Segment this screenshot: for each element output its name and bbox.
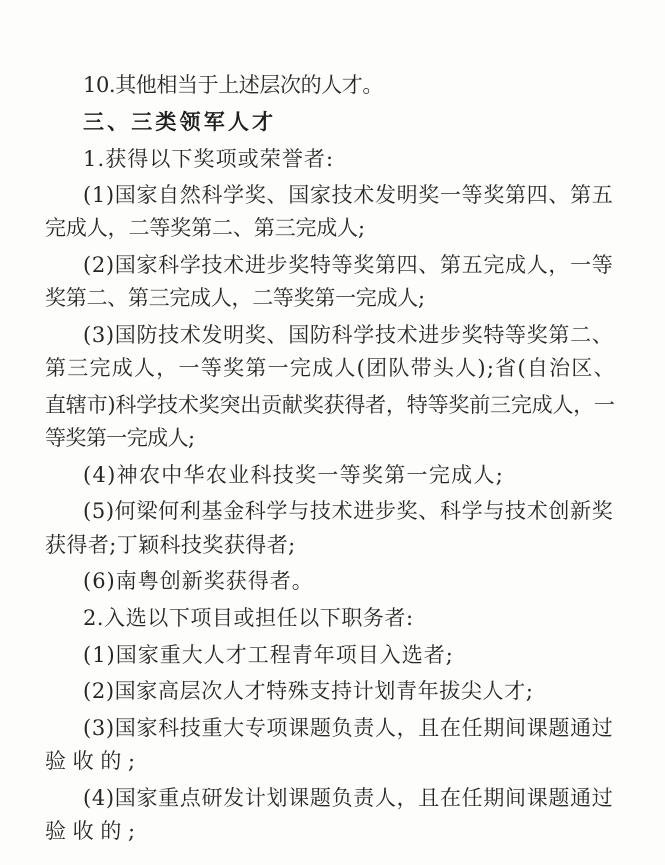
list-item-5-line-2: 获得者;丁颖科技奖获得者; bbox=[45, 533, 296, 557]
text-line-other-talents: 10.其他相当于上述层次的人才。 bbox=[83, 73, 383, 97]
section-heading-third-class: 三、三类领军人才 bbox=[83, 110, 277, 134]
list-item-1-line-2: 完成人，二等奖第二、第三完成人; bbox=[45, 216, 365, 240]
list-item-3-line-4: 等奖第一完成人; bbox=[45, 426, 195, 450]
list-item-3-line-3: 直辖市)科学技术奖突出贡献奖获得者，特等奖前三完成人，一 bbox=[45, 393, 615, 417]
list-item-2-line-2: 奖第二、第三完成人，二等奖第一完成人; bbox=[45, 286, 425, 310]
project-item-4-line-2: 验收的; bbox=[45, 819, 142, 843]
list-item-5-line-1: (5)何梁何利基金科学与技术进步奖、科学与技术创新奖 bbox=[83, 499, 614, 523]
list-item-3-line-2: 第三完成人，一等奖第一完成人(团队带头人);省(自治区、 bbox=[45, 356, 616, 380]
project-item-4-line-1: (4)国家重点研发计划课题负责人，且在任期间课题通过 bbox=[83, 786, 614, 810]
project-item-1: (1)国家重大人才工程青年项目入选者; bbox=[83, 643, 454, 667]
project-item-3-line-2: 验收的; bbox=[45, 749, 142, 773]
list-item-3-line-1: (3)国防技术发明奖、国防科学技术进步奖特等奖第二、 bbox=[83, 323, 614, 347]
subsection-projects-positions: 2.入选以下项目或担任以下职务者: bbox=[83, 606, 414, 630]
list-item-1-line-1: (1)国家自然科学奖、国家技术发明奖一等奖第四、第五 bbox=[83, 183, 614, 207]
project-item-2: (2)国家高层次人才特殊支持计划青年拔尖人才; bbox=[83, 679, 534, 703]
list-item-2-line-1: (2)国家科学技术进步奖特等奖第四、第五完成人，一等 bbox=[83, 253, 614, 277]
subsection-awards-honors: 1.获得以下奖项或荣誉者: bbox=[83, 147, 335, 171]
list-item-4: (4)神农中华农业科技奖一等奖第一完成人; bbox=[83, 463, 505, 487]
list-item-6: (6)南粤创新奖获得者。 bbox=[83, 569, 314, 593]
project-item-3-line-1: (3)国家科技重大专项课题负责人，且在任期间课题通过 bbox=[83, 716, 614, 740]
page-bottom-edge bbox=[0, 856, 665, 865]
